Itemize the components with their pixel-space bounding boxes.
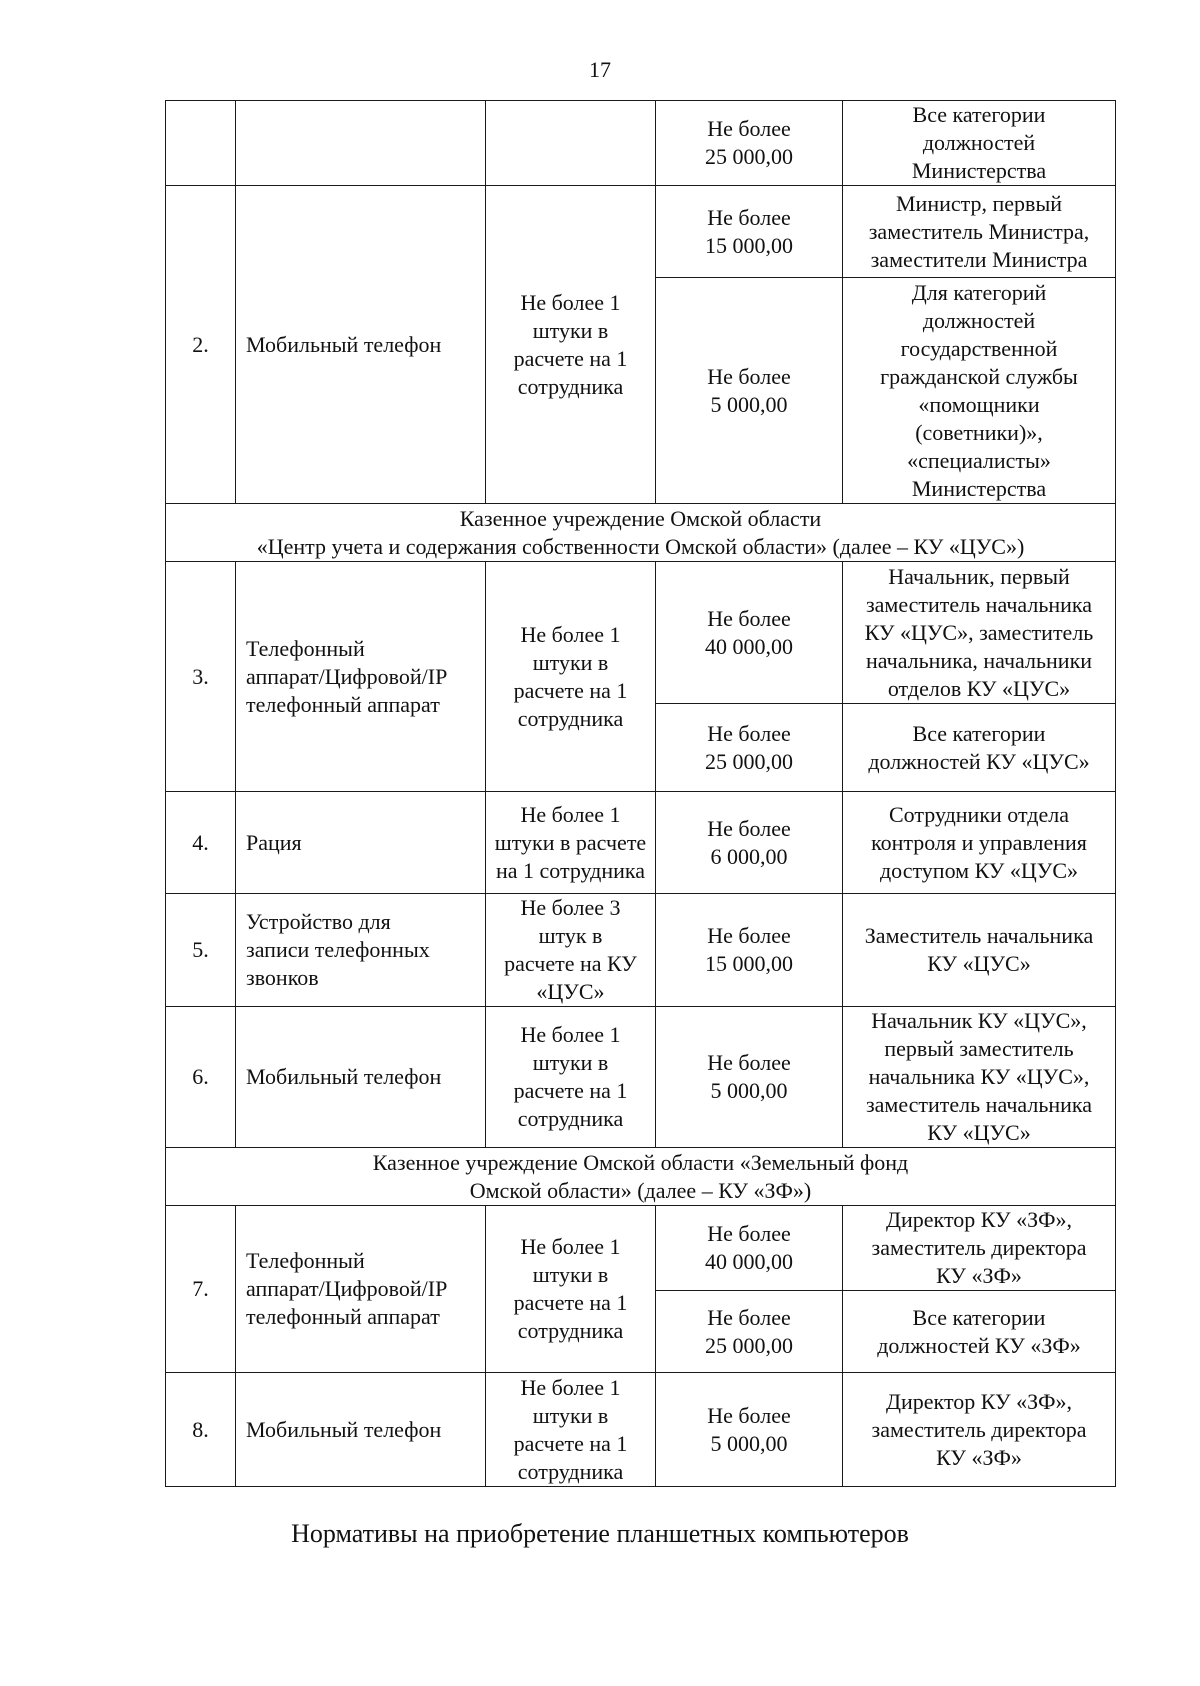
cell-price bbox=[656, 894, 843, 1007]
table-row-3 bbox=[166, 562, 1116, 704]
table-row-2 bbox=[166, 186, 1116, 278]
section-heading-tablets: Нормативы на приобретение планшетных компьютеров bbox=[291, 1519, 909, 1548]
price-text: Не более 6 000,00 bbox=[707, 815, 791, 869]
price-text: Не более 25 000,00 bbox=[705, 1304, 793, 1358]
positions-text: Все категории должностей КУ «ЗФ» bbox=[877, 1304, 1081, 1358]
section-header-row bbox=[166, 1148, 1116, 1206]
cell-name bbox=[236, 1206, 486, 1373]
cell-quantity bbox=[486, 1206, 656, 1373]
price-text: Не более 5 000,00 bbox=[707, 363, 791, 417]
price-text: Не более 25 000,00 bbox=[705, 720, 793, 774]
section-title-zf bbox=[166, 1148, 1116, 1206]
cell-num bbox=[166, 792, 236, 894]
quantity-text: Не более 3 штук в расчете на КУ «ЦУС» bbox=[504, 895, 637, 1004]
price-text: Не более 40 000,00 bbox=[705, 605, 793, 659]
cell-num bbox=[166, 101, 236, 186]
positions-text: Директор КУ «ЗФ», заместитель директора КУ «ЗФ» bbox=[871, 1207, 1087, 1288]
cell-quantity bbox=[486, 186, 656, 504]
cell-name bbox=[236, 186, 486, 504]
cell-num bbox=[166, 1007, 236, 1148]
cell-quantity bbox=[486, 792, 656, 894]
section-title-cus bbox=[166, 504, 1116, 562]
cell-price bbox=[656, 1373, 843, 1487]
cell-positions bbox=[843, 562, 1116, 704]
price-text: Не более 40 000,00 bbox=[705, 1221, 793, 1274]
cell-price bbox=[656, 186, 843, 278]
row-number: 2. bbox=[192, 331, 209, 357]
quantity-text: Не более 1 штуки в расчете на 1 сотрудника bbox=[513, 1374, 628, 1484]
positions-text: Министр, первый заместитель Министра, заместители Министра bbox=[868, 190, 1090, 272]
cell-name bbox=[236, 1007, 486, 1148]
row-number: 4. bbox=[192, 829, 209, 855]
cell-positions bbox=[843, 1373, 1116, 1487]
quantity-text: Не более 1 штуки в расчете на 1 сотрудника bbox=[513, 621, 628, 731]
item-name: Мобильный телефон bbox=[246, 1416, 442, 1442]
cell-price bbox=[656, 1007, 843, 1148]
positions-text: Сотрудники отдела контроля и управления доступом КУ «ЦУС» bbox=[871, 801, 1087, 883]
item-name: Устройство для записи телефонных звонков bbox=[246, 909, 430, 990]
cell-positions bbox=[843, 278, 1116, 504]
norms-table bbox=[165, 100, 1116, 1487]
quantity-text: Не более 1 штуки в расчете на 1 сотрудника bbox=[494, 801, 647, 883]
table-row-6 bbox=[166, 1007, 1116, 1148]
cell-price bbox=[656, 562, 843, 704]
section-header-row bbox=[166, 504, 1116, 562]
quantity-text: Не более 1 штуки в расчете на 1 сотрудника bbox=[513, 289, 628, 399]
cell-price bbox=[656, 704, 843, 792]
price-text: Не более 5 000,00 bbox=[707, 1402, 791, 1456]
item-name: Телефонный аппарат/Цифровой/IP телефонный аппарат bbox=[246, 635, 448, 717]
positions-text: Директор КУ «ЗФ», заместитель директора КУ «ЗФ» bbox=[871, 1388, 1087, 1470]
cell-positions bbox=[843, 792, 1116, 894]
row-number: 3. bbox=[192, 663, 209, 689]
cell-price bbox=[656, 101, 843, 186]
table-row-continuation bbox=[166, 101, 1116, 186]
cell-quantity bbox=[486, 562, 656, 792]
price-text: Не более 25 000,00 bbox=[705, 116, 793, 169]
item-name: Телефонный аппарат/Цифровой/IP телефонный аппарат bbox=[246, 1248, 448, 1329]
price-text: Не более 15 000,00 bbox=[705, 204, 793, 258]
cell-price bbox=[656, 792, 843, 894]
cell-num bbox=[166, 562, 236, 792]
cell-quantity bbox=[486, 894, 656, 1007]
cell-quantity bbox=[486, 101, 656, 186]
item-name: Рация bbox=[246, 829, 302, 855]
positions-text: Все категории должностей КУ «ЦУС» bbox=[868, 720, 1090, 774]
cell-quantity bbox=[486, 1007, 656, 1148]
positions-text: Для категорий должностей государственной гражданской службы «помощники (советники)», «специалисты» Министерства bbox=[880, 279, 1078, 501]
cell-positions bbox=[843, 1291, 1116, 1373]
cell-positions bbox=[843, 704, 1116, 792]
quantity-text: Не более 1 штуки в расчете на 1 сотрудника bbox=[513, 1022, 628, 1131]
row-number: 6. bbox=[192, 1064, 209, 1089]
positions-text: Начальник, первый заместитель начальника КУ «ЦУС», заместитель начальника, начальники отделов КУ «ЦУС» bbox=[864, 563, 1094, 701]
row-number: 8. bbox=[192, 1416, 209, 1442]
page-number: 17 bbox=[589, 57, 611, 82]
cell-price bbox=[656, 1206, 843, 1291]
table-row-7 bbox=[166, 1206, 1116, 1291]
cell-name bbox=[236, 792, 486, 894]
positions-text: Все категории должностей Министерства bbox=[911, 102, 1047, 183]
cell-name bbox=[236, 894, 486, 1007]
positions-text: Заместитель начальника КУ «ЦУС» bbox=[864, 923, 1094, 976]
cell-quantity bbox=[486, 1373, 656, 1487]
table-row-5 bbox=[166, 894, 1116, 1007]
cell-name bbox=[236, 1373, 486, 1487]
positions-text: Начальник КУ «ЦУС», первый заместитель начальника КУ «ЦУС», заместитель начальника КУ «ЦУС» bbox=[865, 1008, 1093, 1145]
table-row-8 bbox=[166, 1373, 1116, 1487]
item-name: Мобильный телефон bbox=[246, 1064, 442, 1089]
cell-price bbox=[656, 1291, 843, 1373]
row-number: 7. bbox=[192, 1276, 209, 1301]
cell-positions bbox=[843, 1007, 1116, 1148]
cell-name bbox=[236, 562, 486, 792]
price-text: Не более 15 000,00 bbox=[705, 923, 793, 976]
cell-positions bbox=[843, 1206, 1116, 1291]
cell-positions bbox=[843, 186, 1116, 278]
row-number: 5. bbox=[192, 937, 209, 962]
cell-num bbox=[166, 1206, 236, 1373]
section-title-text: Казенное учреждение Омской области «Земельный фонд Омской области» (далее – КУ «ЗФ») bbox=[372, 1149, 909, 1203]
cell-price bbox=[656, 278, 843, 504]
cell-positions bbox=[843, 101, 1116, 186]
table-row-4 bbox=[166, 792, 1116, 894]
cell-name bbox=[236, 101, 486, 186]
section-title-text: Казенное учреждение Омской области «Центр учета и содержания собственности Омской области» (далее – КУ «ЦУС») bbox=[256, 505, 1025, 559]
cell-positions bbox=[843, 894, 1116, 1007]
cell-num bbox=[166, 186, 236, 504]
price-text: Не более 5 000,00 bbox=[707, 1050, 791, 1103]
cell-num bbox=[166, 1373, 236, 1487]
quantity-text: Не более 1 штуки в расчете на 1 сотрудника bbox=[513, 1234, 628, 1343]
item-name: Мобильный телефон bbox=[246, 331, 442, 357]
cell-num bbox=[166, 894, 236, 1007]
